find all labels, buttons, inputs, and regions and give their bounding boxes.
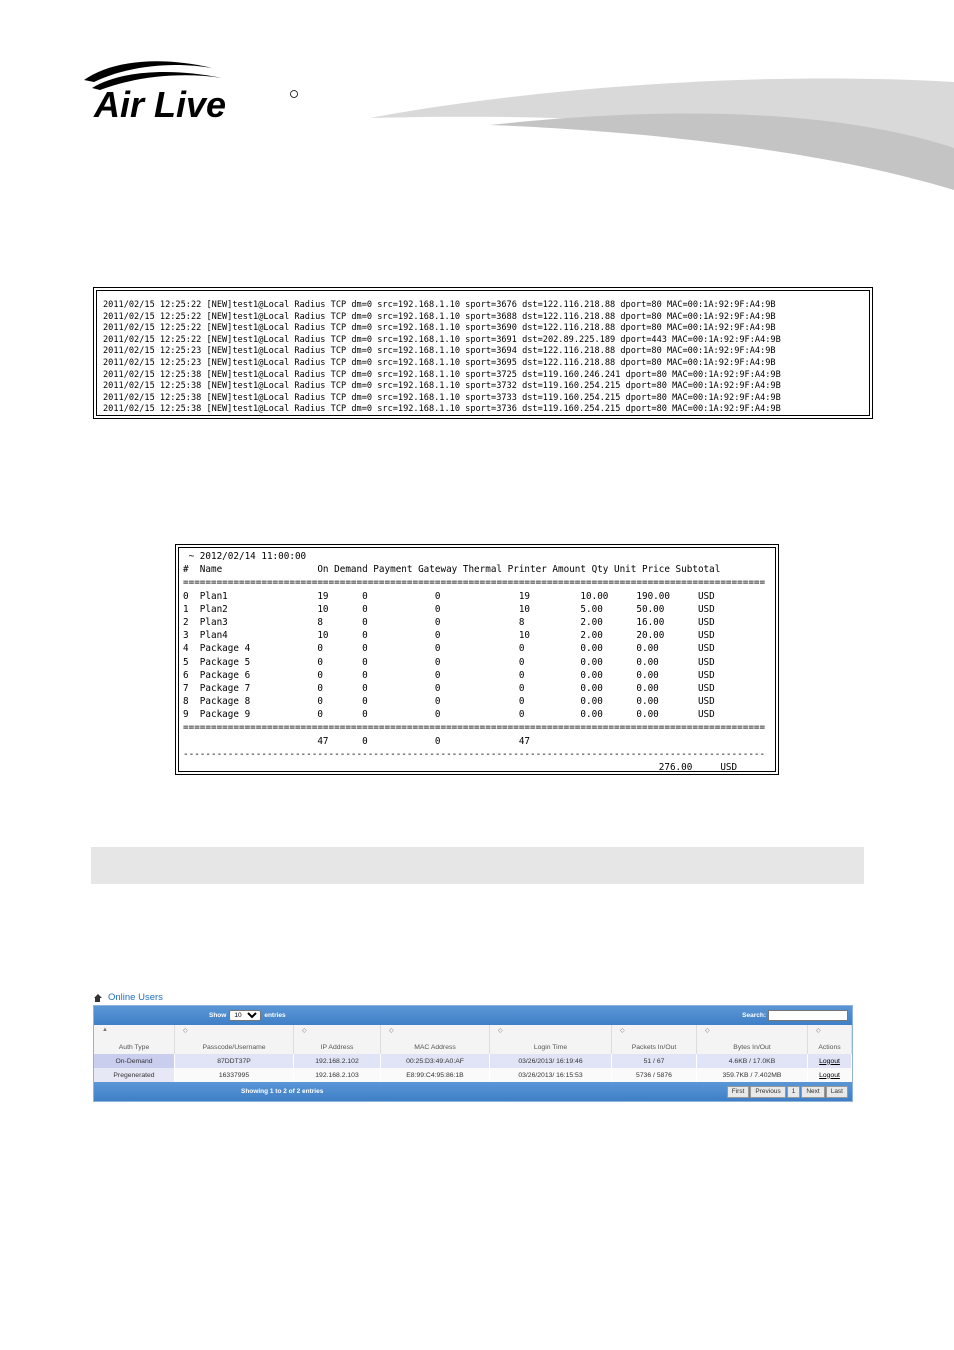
pager-page-1-button[interactable]: 1 xyxy=(787,1086,801,1098)
entries-info: Showing 1 to 2 of 2 entries xyxy=(241,1088,324,1095)
table-footer xyxy=(94,1082,852,1101)
traffic-log-inner xyxy=(96,290,870,416)
billing-report-box xyxy=(175,544,779,775)
cell-ip: 192.168.2.102 xyxy=(294,1054,381,1068)
sort-icon: ◇ xyxy=(498,1028,503,1034)
column-header-bytes[interactable]: ◇ Bytes In/Out xyxy=(697,1025,808,1054)
report-separator: ======================================================================================================== xyxy=(183,577,766,589)
pagination xyxy=(726,1086,848,1098)
sort-icon: ◇ xyxy=(816,1028,821,1034)
logout-link[interactable]: Logout xyxy=(819,1057,840,1065)
online-users-table xyxy=(94,1025,852,1082)
log-line: 2011/02/15 12:25:38 [NEW]test1@Local Radius TCP dm=0 src=192.168.1.10 sport=3732 dst=119.160.254.215 dport=80 MAC=00:1A:92:9F:A4:9B xyxy=(103,381,781,392)
traffic-log-box xyxy=(93,287,873,419)
log-line: 2011/02/15 12:25:22 [NEW]test1@Local Radius TCP dm=0 src=192.168.1.10 sport=3691 dst=202.89.225.189 dport=443 MAC=00:1A:92:9F:A4:9B xyxy=(103,334,781,345)
report-row: 6 Package 6 0 0 0 0 0.00 0.00 USD xyxy=(183,669,715,681)
cell-login-time: 03/26/2013/ 16:19:46 xyxy=(490,1054,612,1068)
search-wrap xyxy=(742,1010,848,1021)
billing-report-inner xyxy=(178,547,776,772)
cell-packets: 5736 / 5876 xyxy=(612,1068,697,1082)
report-row: 5 Package 5 0 0 0 0 0.00 0.00 USD xyxy=(183,656,715,668)
report-date: ~ 2012/02/14 11:00:00 xyxy=(183,551,307,562)
column-header-passcode[interactable]: ◇ Passcode/Username xyxy=(175,1025,294,1054)
report-row: 2 Plan3 8 0 0 8 2.00 16.00 USD xyxy=(183,616,715,628)
cell-mac: E8:99:C4:95:86:1B xyxy=(381,1068,490,1082)
pager-next-button[interactable]: Next xyxy=(801,1086,824,1098)
entries-select[interactable] xyxy=(229,1010,261,1021)
report-separator: -------------------------------------------------------------------------------------------------------- xyxy=(183,748,766,760)
report-totals: 47 0 0 47 xyxy=(183,735,531,747)
report-row: 8 Package 8 0 0 0 0 0.00 0.00 USD xyxy=(183,696,715,708)
cell-passcode: 16337995 xyxy=(175,1068,294,1082)
table-row xyxy=(94,1068,852,1082)
search-input[interactable] xyxy=(768,1010,848,1021)
report-row: 3 Plan4 10 0 0 10 2.00 20.00 USD xyxy=(183,630,715,642)
report-grand-total: 276.00 USD xyxy=(183,762,738,772)
log-line: 2011/02/15 12:25:38 [NEW]test1@Local Radius TCP dm=0 src=192.168.1.10 sport=3725 dst=119.160.246.241 dport=80 MAC=00:1A:92:9F:A4:9B xyxy=(103,369,781,380)
cell-login-time: 03/26/2013/ 16:15:53 xyxy=(490,1068,612,1082)
report-row: 0 Plan1 19 0 0 19 10.00 190.00 USD xyxy=(183,590,715,602)
cell-bytes: 359.7KB / 7.402MB xyxy=(697,1068,808,1082)
online-users-table-panel xyxy=(93,1005,853,1102)
entries-label: entries xyxy=(264,1012,286,1019)
table-toolbar xyxy=(94,1006,852,1025)
header-swoosh-graphic xyxy=(370,70,954,190)
airlive-logo-mark xyxy=(82,58,312,124)
table-header-row xyxy=(94,1025,852,1054)
report-row: 1 Plan2 10 0 0 10 5.00 50.00 USD xyxy=(183,603,715,615)
report-header: # Name On Demand Payment Gateway Thermal Printer Amount Qty Unit Price Subtotal xyxy=(183,564,721,576)
cell-bytes: 4.6KB / 17.0KB xyxy=(697,1054,808,1068)
log-line: 2011/02/15 12:25:22 [NEW]test1@Local Radius TCP dm=0 src=192.168.1.10 sport=3688 dst=122.116.218.88 dport=80 MAC=00:1A:92:9F:A4:9B xyxy=(103,311,776,322)
pager-previous-button[interactable]: Previous xyxy=(750,1086,785,1098)
cell-passcode: 87DDT37P xyxy=(175,1054,294,1068)
sort-asc-icon: ▲ xyxy=(102,1027,108,1033)
online-users-breadcrumb xyxy=(93,992,853,1004)
log-line: 2011/02/15 12:25:22 [NEW]test1@Local Radius TCP dm=0 src=192.168.1.10 sport=3676 dst=122.116.218.88 dport=80 MAC=00:1A:92:9F:A4:9B xyxy=(103,300,776,310)
cell-auth-type: Pregenerated xyxy=(94,1068,175,1082)
section-heading-bar xyxy=(91,847,864,884)
log-line: 2011/02/15 12:25:22 [NEW]test1@Local Radius TCP dm=0 src=192.168.1.10 sport=3690 dst=122.116.218.88 dport=80 MAC=00:1A:92:9F:A4:9B xyxy=(103,323,776,334)
report-row: 7 Package 7 0 0 0 0 0.00 0.00 USD xyxy=(183,682,715,694)
search-label: Search: xyxy=(742,1012,766,1019)
column-header-auth-type[interactable]: ▲ Auth Type xyxy=(94,1025,175,1054)
sort-icon: ◇ xyxy=(183,1028,188,1034)
airlive-logo xyxy=(82,58,312,124)
table-row xyxy=(94,1054,852,1068)
column-header-mac-address[interactable]: ◇ MAC Address xyxy=(381,1025,490,1054)
column-header-ip-address[interactable]: ◇ IP Address xyxy=(294,1025,381,1054)
sort-icon: ◇ xyxy=(620,1028,625,1034)
pager-last-button[interactable]: Last xyxy=(826,1086,848,1098)
online-users-panel xyxy=(93,992,853,1102)
cell-mac: 00:25:D3:49:A0:AF xyxy=(381,1054,490,1068)
cell-auth-type: On-Demand xyxy=(94,1054,175,1068)
report-separator: ======================================================================================================== xyxy=(183,722,766,734)
column-header-login-time[interactable]: ◇ Login Time xyxy=(490,1025,612,1054)
sort-icon: ◇ xyxy=(302,1028,307,1034)
online-users-title[interactable]: Online Users xyxy=(108,992,163,1003)
report-row: 4 Package 4 0 0 0 0 0.00 0.00 USD xyxy=(183,643,715,655)
cell-ip: 192.168.2.103 xyxy=(294,1068,381,1082)
show-label: Show xyxy=(209,1012,227,1019)
log-line: 2011/02/15 12:25:38 [NEW]test1@Local Radius TCP dm=0 src=192.168.1.10 sport=3736 dst=119.160.254.215 dport=80 MAC=00:1A:92:9F:A4:9B xyxy=(103,404,781,415)
cell-actions xyxy=(808,1068,852,1082)
logout-link[interactable]: Logout xyxy=(819,1071,840,1079)
sort-icon: ◇ xyxy=(705,1028,710,1034)
home-icon[interactable] xyxy=(93,994,102,1003)
sort-icon: ◇ xyxy=(389,1028,394,1034)
log-line: 2011/02/15 12:25:23 [NEW]test1@Local Radius TCP dm=0 src=192.168.1.10 sport=3694 dst=122.116.218.88 dport=80 MAC=00:1A:92:9F:A4:9B xyxy=(103,346,776,357)
log-line: 2011/02/15 12:25:38 [NEW]test1@Local Radius TCP dm=0 src=192.168.1.10 sport=3733 dst=119.160.254.215 dport=80 MAC=00:1A:92:9F:A4:9B xyxy=(103,392,781,403)
column-header-actions[interactable]: ◇ Actions xyxy=(808,1025,852,1054)
logo-text: Air Live xyxy=(94,84,227,124)
log-line: 2011/02/15 12:25:23 [NEW]test1@Local Radius TCP dm=0 src=192.168.1.10 sport=3695 dst=122.116.218.88 dport=80 MAC=00:1A:92:9F:A4:9B xyxy=(103,357,776,368)
report-row: 9 Package 9 0 0 0 0 0.00 0.00 USD xyxy=(183,709,715,721)
cell-packets: 51 / 67 xyxy=(612,1054,697,1068)
cell-actions xyxy=(808,1054,852,1068)
pager-first-button[interactable]: First xyxy=(727,1086,750,1098)
column-header-packets[interactable]: ◇ Packets In/Out xyxy=(612,1025,697,1054)
